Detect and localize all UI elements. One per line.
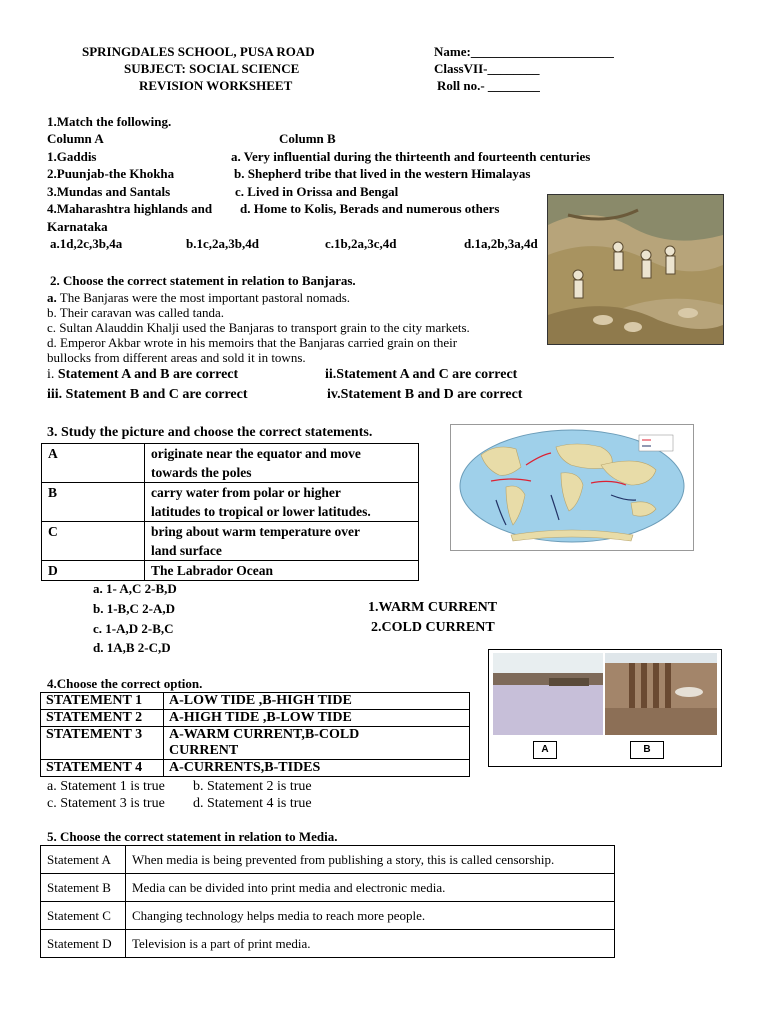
q3-description-cell: originate near the equator and move towards the poles [145,444,419,483]
table-row [42,522,419,561]
q2-option-ii: ii.Statement A and C are correct [325,367,518,382]
q3-key-cell: B [42,483,145,522]
table-row [41,727,470,760]
q5-statement-text: When media is being prevented from publishing a story, this is called censorship. [126,846,615,874]
q2-statement-d: d. Emperor Akbar wrote in his memoirs that the Banjaras carried grain on their [47,335,458,350]
tide-photos-panel [488,649,722,767]
table-row [41,874,615,902]
table-row [41,710,470,727]
q1-left-item: 1.Gaddis [47,149,97,164]
q2-title: 2. Choose the correct statement in relation to Banjaras. [50,273,356,288]
q4-table [40,692,470,777]
q3-description-cell: The Labrador Ocean [145,561,419,581]
q5-statement-label: Statement D [41,930,126,958]
q2-option-iii: iii. Statement B and C are correct [47,387,248,402]
table-row [41,760,470,777]
q4-statement-value: A-LOW TIDE ,B-HIGH TIDE [164,693,470,710]
q2-option-iv: iv.Statement B and D are correct [327,387,523,402]
q1-right-item: a. Very influential during the thirteenth and fourteenth centuries [231,149,591,164]
q3-table [41,443,419,581]
q1-title: 1.Match the following. [47,114,172,129]
q2-statement-d-continued: bullocks from different areas and sold it in towns. [47,350,306,365]
q4-option-a: a. Statement 1 is true [47,779,165,794]
q1-option-a: a.1d,2c,3b,4a [50,236,123,251]
q4-statement-label: STATEMENT 3 [41,727,164,760]
q5-table [40,845,615,958]
table-row [42,483,419,522]
q1-left-item: 4.Maharashtra highlands and [47,201,213,216]
q5-statement-text: Television is a part of print media. [126,930,615,958]
q3-description-cell: bring about warm temperature over land surface [145,522,419,561]
q4-option-d: d. Statement 4 is true [193,796,312,811]
q4-statement-label: STATEMENT 1 [41,693,164,710]
q4-option-c: c. Statement 3 is true [47,796,165,811]
q2-statement-c: c. Sultan Alauddin Khalji used the Banjaras to transport grain to the city markets. [47,320,470,335]
subject-line: SUBJECT: SOCIAL SCIENCE [124,61,300,76]
q3-legend-cold: 2.COLD CURRENT [371,620,495,635]
q3-key-cell: D [42,561,145,581]
q5-statement-text: Media can be divided into print media and electronic media. [126,874,615,902]
q5-statement-label: Statement C [41,902,126,930]
q3-option-b: b. 1-B,C 2-A,D [93,601,175,616]
table-row [41,693,470,710]
q3-key-cell: A [42,444,145,483]
q2-statement-b: b. Their caravan was called tanda. [47,305,224,320]
q2-statement-a: a. The Banjaras were the most important pastoral nomads. [47,290,351,305]
q3-legend-warm: 1.WARM CURRENT [368,600,498,615]
q1-column-a-header: Column A [47,131,104,146]
q1-left-item: 2.Puunjab-the Khokha [47,166,175,181]
q4-statement-value: A-HIGH TIDE ,B-LOW TIDE [164,710,470,727]
q4-statement-value: A-CURRENTS,B-TIDES [164,760,470,777]
q5-statement-text: Changing technology helps media to reach more people. [126,902,615,930]
q4-statement-label: STATEMENT 2 [41,710,164,727]
photo-label-b: B [630,741,664,759]
nomads-painting-image [547,194,724,345]
ocean-currents-map-image [450,424,694,551]
name-field: Name:______________________ [434,44,614,59]
q4-statement-label: STATEMENT 4 [41,760,164,777]
photo-label-a: A [533,741,557,759]
table-row [42,561,419,581]
q3-option-a: a. 1- A,C 2-B,D [93,581,177,596]
q1-left-item: 3.Mundas and Santals [47,184,171,199]
q3-option-c: c. 1-A,D 2-B,C [93,621,174,636]
q1-right-item: c. Lived in Orissa and Bengal [235,184,399,199]
q2-option-i: i. Statement A and B are correct [47,367,239,382]
q1-option-d: d.1a,2b,3a,4d [464,236,538,251]
table-row [41,846,615,874]
q1-left-item: Karnataka [47,219,108,234]
roll-field: Roll no.- ________ [437,78,540,93]
q1-right-item: d. Home to Kolis, Berads and numerous others [240,201,500,216]
table-row [41,902,615,930]
worksheet-title: REVISION WORKSHEET [139,78,293,93]
q3-key-cell: C [42,522,145,561]
q4-option-b: b. Statement 2 is true [193,779,312,794]
q5-statement-label: Statement B [41,874,126,902]
q5-title: 5. Choose the correct statement in relation to Media. [47,829,338,844]
q3-description-cell: carry water from polar or higher latitudes to tropical or lower latitudes. [145,483,419,522]
q3-title: 3. Study the picture and choose the correct statements. [47,425,373,440]
q5-statement-label: Statement A [41,846,126,874]
q1-option-b: b.1c,2a,3b,4d [186,236,259,251]
q4-statement-value: A-WARM CURRENT,B-COLD CURRENT [164,727,470,760]
q3-option-d: d. 1A,B 2-C,D [93,640,171,655]
q1-right-item: b. Shepherd tribe that lived in the western Himalayas [234,166,531,181]
class-field: ClassVII-________ [434,61,540,76]
q4-title: 4.Choose the correct option. [47,676,203,691]
q1-option-c: c.1b,2a,3c,4d [325,236,397,251]
q1-column-b-header: Column B [279,131,336,146]
table-row [42,444,419,483]
school-name: SPRINGDALES SCHOOL, PUSA ROAD [82,44,315,59]
table-row [41,930,615,958]
